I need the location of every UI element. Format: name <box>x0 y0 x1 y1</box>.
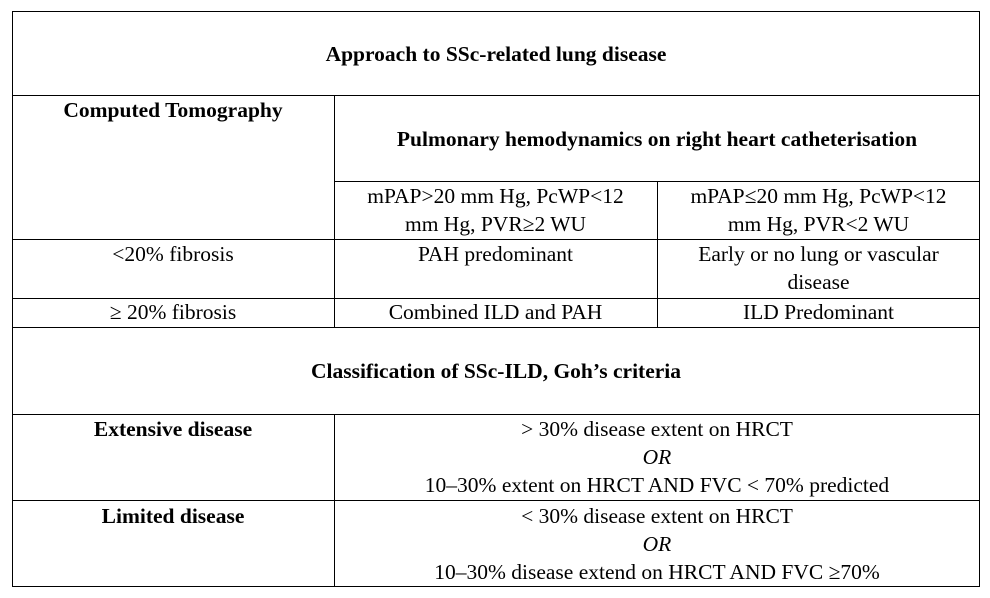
row-cell-a: Combined ILD and PAH <box>388 300 603 324</box>
limited-label: Limited disease <box>101 504 245 528</box>
table-title: Approach to SSc-related lung disease <box>325 42 667 66</box>
extensive-line3: 10–30% extent on HRCT AND FVC < 70% predicted <box>424 473 890 497</box>
extensive-label: Extensive disease <box>93 417 253 441</box>
limited-line3: 10–30% disease extend on HRCT AND FVC ≥70% <box>434 560 880 584</box>
row-cell-b-line2: disease <box>787 270 850 294</box>
col-b-line1: mPAP≤20 mm Hg, PcWP<12 <box>690 184 947 208</box>
col-a-line1: mPAP>20 mm Hg, PcWP<12 <box>367 184 624 208</box>
rule <box>12 500 980 501</box>
col-b-line2: mm Hg, PVR<2 WU <box>727 212 910 236</box>
goh-title: Classification of SSc-ILD, Goh’s criteria <box>310 359 682 383</box>
row-label: <20% fibrosis <box>112 242 234 266</box>
extensive-line1: > 30% disease extent on HRCT <box>521 417 793 441</box>
row-cell-a: PAH predominant <box>417 242 574 266</box>
limited-line1: < 30% disease extent on HRCT <box>521 504 793 528</box>
row-cell-b-line1: Early or no lung or vascular <box>698 242 939 266</box>
ct-header: Computed Tomography <box>63 98 283 122</box>
hemodynamics-header: Pulmonary hemodynamics on right heart catheterisation <box>396 127 918 151</box>
limited-or: OR <box>642 532 672 556</box>
row-label: ≥ 20% fibrosis <box>109 300 237 324</box>
col-a-line2: mm Hg, PVR≥2 WU <box>404 212 587 236</box>
row-cell-b: ILD Predominant <box>742 300 895 324</box>
rule <box>12 327 980 328</box>
extensive-or: OR <box>642 445 672 469</box>
border-top <box>12 11 980 12</box>
